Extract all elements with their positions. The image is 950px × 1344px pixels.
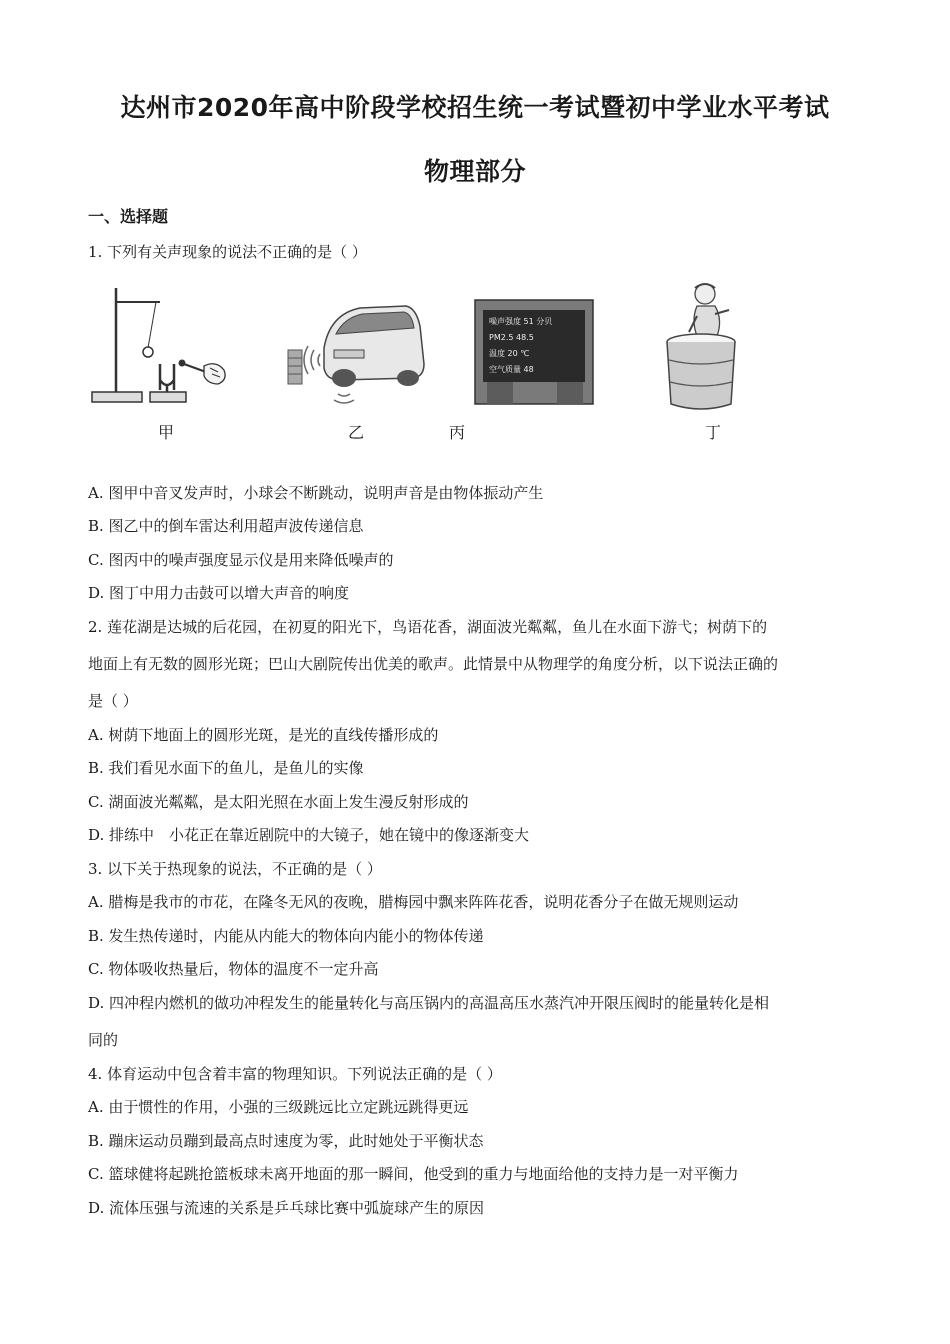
question-1-figures [88,280,768,450]
question-3-option-a: A. 腊梅是我市的市花，在隆冬无风的夜晚，腊梅园中飘来阵阵花香，说明花香分子在做无规则运动 [88,893,739,911]
tuning-fork-illustration [88,280,248,420]
question-4-option-a: A. 由于惯性的作用，小强的三级跳远比立定跳远跳得更远 [88,1098,469,1116]
reversing-radar-illustration [278,280,438,420]
question-2-stem-line-3: 是（ ） [88,692,138,710]
question-1-stem: 1. 下列有关声现象的说法不正确的是（ ） [88,243,367,261]
panel-row-1: 噪声强度 51 分贝 [489,317,553,326]
question-4-option-c: C. 篮球健将起跳抢篮板球未离开地面的那一瞬间，他受到的重力与地面给他的支持力是一对平衡力 [88,1165,739,1183]
noise-display-board-illustration [473,280,633,420]
figure-label-yi: 乙 [347,423,364,442]
question-2-option-d: D. 排练中 小花正在靠近剧院中的大镜子，她在镜中的像逐渐变大 [88,826,530,844]
figure-label-bing: 丙 [448,423,465,442]
question-4-stem: 4. 体育运动中包含着丰富的物理知识。下列说法正确的是（ ） [88,1065,502,1083]
question-3-stem: 3. 以下关于热现象的说法，不正确的是（ ） [88,860,382,878]
drum-player-illustration [653,280,813,420]
question-3-option-c: C. 物体吸收热量后，物体的温度不一定升高 [88,960,379,978]
question-4-option-b: B. 蹦床运动员蹦到最高点时速度为零，此时她处于平衡状态 [88,1132,484,1150]
question-3-option-d: D. 四冲程内燃机的做功冲程发生的能量转化与高压锅内的高温高压水蒸汽冲开限压阀时的能量转化是相 [88,994,770,1012]
question-1-option-b: B. 图乙中的倒车雷达利用超声波传递信息 [88,517,364,535]
question-2-option-a: A. 树荫下地面上的圆形光斑，是光的直线传播形成的 [88,726,439,744]
question-2-stem-line-1: 2. 莲花湖是达城的后花园，在初夏的阳光下，鸟语花香，湖面波光粼粼，鱼儿在水面下游弋；树荫下的 [88,618,768,636]
question-2-stem-line-2: 地面上有无数的圆形光斑；巴山大剧院传出优美的歌声。此情景中从物理学的角度分析，以下说法正确的 [88,655,779,673]
figure-label-jia: 甲 [157,423,174,442]
question-3-option-d-continued: 同的 [88,1031,119,1049]
figure-ding [653,280,813,450]
panel-row-4: 空气质量 48 [489,365,534,374]
section-heading-choice: 一、选择题 [88,207,169,226]
panel-row-2: PM2.5 48.5 [489,333,534,342]
question-1-option-a: A. 图甲中音叉发声时，小球会不断跳动，说明声音是由物体振动产生 [88,484,544,502]
panel-row-3: 温度 20 ℃ [489,349,530,358]
question-4-option-d: D. 流体压强与流速的关系是乒乓球比赛中弧旋球产生的原因 [88,1199,485,1217]
question-3-option-b: B. 发生热传递时，内能从内能大的物体向内能小的物体传递 [88,927,484,945]
question-1-option-c: C. 图丙中的噪声强度显示仪是用来降低噪声的 [88,551,394,569]
figure-bing [448,280,633,450]
figure-jia [88,280,248,450]
question-1-option-d: D. 图丁中用力击鼓可以增大声音的响度 [88,584,350,602]
figure-label-ding: 丁 [704,423,721,442]
question-2-option-b: B. 我们看见水面下的鱼儿，是鱼儿的实像 [88,759,364,777]
exam-subtitle: 物理部分 [423,157,526,186]
question-2-option-c: C. 湖面波光粼粼，是太阳光照在水面上发生漫反射形成的 [88,793,469,811]
exam-title: 达州市2020年高中阶段学校招生统一考试暨初中学业水平考试 [120,93,830,122]
